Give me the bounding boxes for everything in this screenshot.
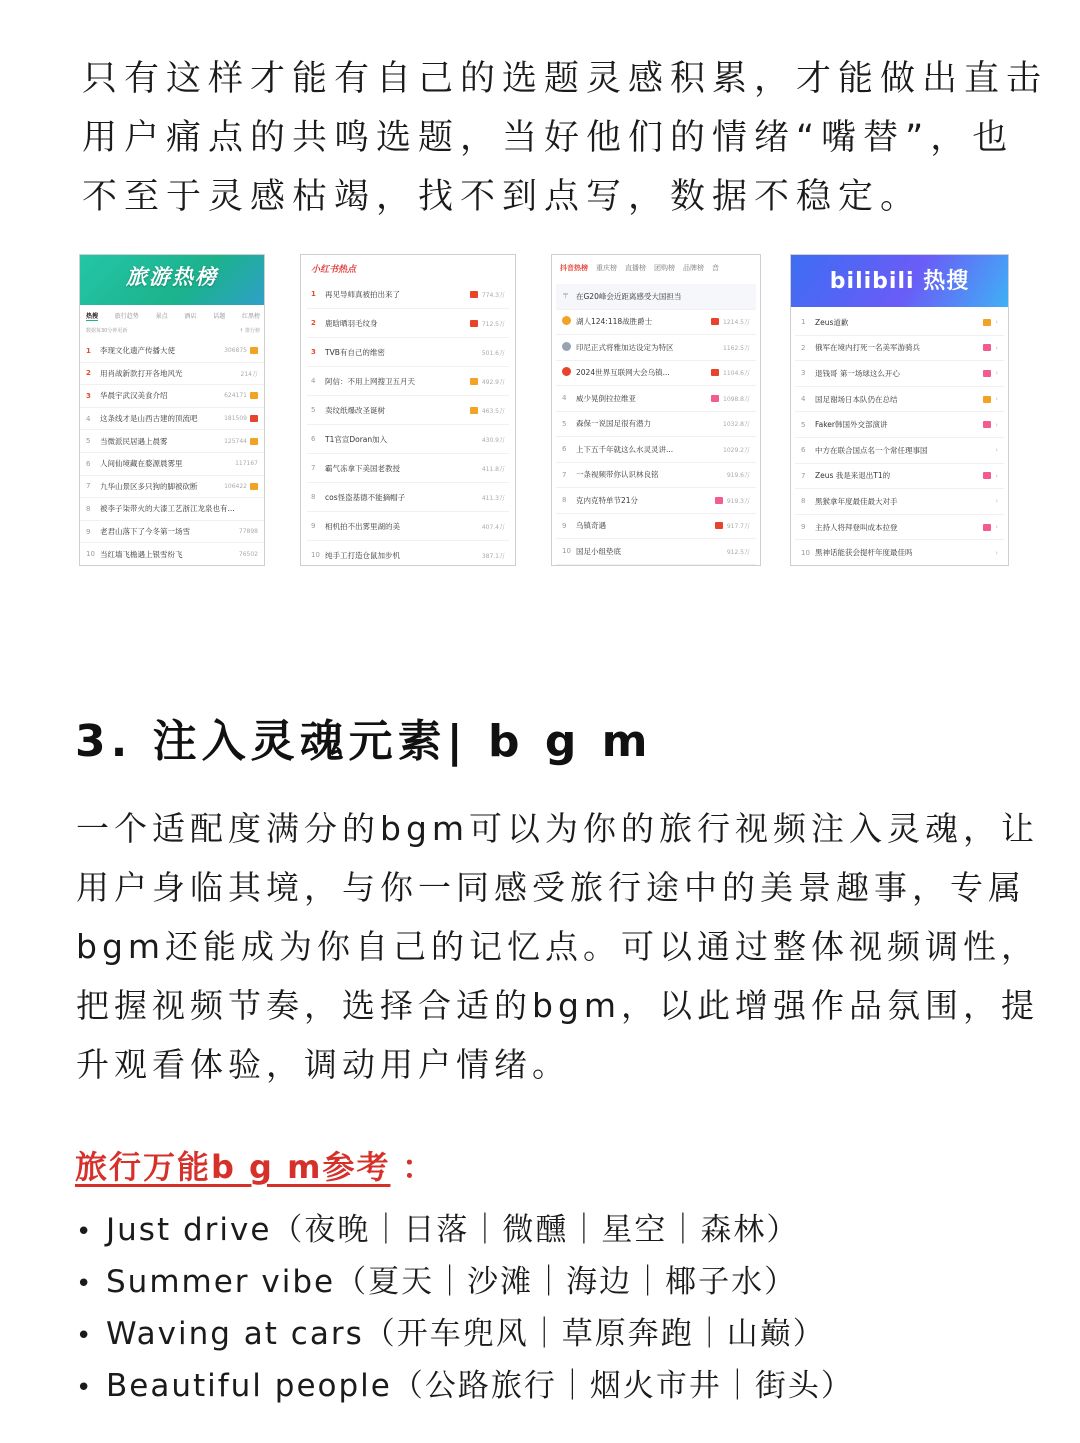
list-item: 2024世界互联网大会乌镇... 1104.6万	[556, 361, 756, 387]
list-item: 1 再见导师真被拍出来了 774.3万	[307, 280, 509, 309]
badge-icon	[250, 415, 258, 422]
tab-hot: 热搜	[86, 313, 99, 320]
list-item: 10 黑神话能获会提杆年度最佳吗 ›	[795, 540, 1004, 566]
list-item: 3 退钱哥 第一场球这么开心 ›	[795, 361, 1004, 387]
new-icon	[983, 472, 991, 479]
new-icon	[983, 524, 991, 531]
tab-groupbuy: 团购榜	[654, 264, 675, 272]
bgm-item: Beautiful people（公路旅行｜烟火市井｜街头）	[106, 1368, 854, 1404]
list-item: 8 cos怪盗基德不能摘帽子 411.3万	[307, 483, 509, 512]
list-item: 2 鹿晗晒羽毛纹身 712.5万	[307, 309, 509, 338]
tab-hotels: 酒店	[184, 313, 197, 320]
tab-douyin-hot: 抖音热榜	[560, 264, 588, 272]
list-item: 4 阿信：不用上网搜卫五月天 492.9万	[307, 367, 509, 396]
tab-spots: 景点	[155, 313, 168, 320]
new-icon	[983, 370, 991, 377]
gold-medal-icon	[562, 316, 571, 325]
list-item: 1 Zeus道歉 ›	[795, 310, 1004, 336]
travel-hot-list-card	[79, 254, 265, 566]
bgm-paragraph: 一个适配度满分的bgm可以为你的旅行视频注入灵魂，让用户身临其境，与你一同感受旅行途中的美景趣事，专属bgm还能成为你自己的记忆点。可以通过整体视频调性，把握视频节奏，选择合适的bgm，以此增强作品氛围，提升观看体验，调动用户情绪。	[76, 809, 1040, 1084]
list-item: 印尼正式将雅加达设定为特区 1162.5万	[556, 335, 756, 361]
list-item: 4 国足谢场日本队仍在总结 ›	[795, 387, 1004, 413]
bullet-icon: •	[76, 1373, 94, 1403]
list-item: 5 Faker韩国外交部演讲 ›	[795, 412, 1004, 438]
douyin-hot-list-tabs	[560, 263, 719, 273]
travel-hot-list-title: 旅游热榜	[126, 265, 218, 289]
tab-chongqing: 重庆榜	[596, 264, 617, 272]
list-item	[76, 1204, 1056, 1256]
tab-brand: 品牌榜	[683, 264, 704, 272]
list-item: 6 T1官宣Doran加入 430.9万	[307, 425, 509, 454]
list-item: 7 九华山景区多只狗的脚被砍断 106422	[80, 476, 264, 499]
travel-hot-list-tabs	[86, 311, 260, 321]
list-item: 6 中方在联合国点名一个常任理事国 ›	[795, 438, 1004, 464]
list-item: 9 主持人将拜登叫成本拉登 ›	[795, 515, 1004, 541]
tab-music: 音	[712, 264, 719, 272]
list-item: 7 霸气冻拿下美国老教授 411.8万	[307, 454, 509, 483]
list-item: 4 威少晃倒拉拉维亚 1098.8万	[556, 386, 756, 412]
xiaohongshu-hot-list-card	[300, 254, 516, 566]
tab-topics: 话题	[213, 313, 226, 320]
bgm-item: Waving at cars（开车兜风｜草原奔跑｜山巅）	[106, 1316, 826, 1352]
bullet-icon: •	[76, 1269, 94, 1299]
section-title: 3. 注入灵魂元素| b g m	[75, 716, 653, 767]
list-item: 9 相机拍不出雾里湖的美 407.4万	[307, 512, 509, 541]
intro-paragraph: 只有这样才能有自己的选题灵感积累，才能做出直击用户痛点的共鸣选题，当好他们的情绪“嘴替”，也不至于灵感枯竭，找不到点写，数据不稳定。	[82, 59, 1049, 217]
list-item: 2 用肖战新款打开各地风光 214万	[80, 363, 264, 386]
list-item: 6 上下五千年就这么水灵灵讲... 1029.2万	[556, 437, 756, 463]
douyin-hot-list-card	[551, 254, 761, 566]
list-item: 8 被李子柒带火的大漆工艺浙江龙泉也有...	[80, 498, 264, 521]
chevron-right-icon: ›	[995, 318, 998, 327]
hot-list-screenshots	[0, 254, 1080, 566]
chevron-right-icon: ›	[995, 343, 998, 352]
list-item: 5 卖纹纸爆改圣诞树 463.5万	[307, 396, 509, 425]
chevron-right-icon: ›	[995, 446, 998, 455]
list-item: 1 李现文化遗产传播大使 306875	[80, 340, 264, 363]
pin-icon: 〒	[562, 292, 569, 301]
bullet-icon: •	[76, 1217, 94, 1247]
hot-icon	[470, 407, 478, 414]
bronze-medal-icon	[562, 367, 571, 376]
new-icon	[715, 497, 723, 504]
list-item	[76, 1360, 1056, 1412]
list-item: 〒 在G20峰会近距离感受大国担当	[556, 284, 756, 310]
hot-icon	[470, 291, 478, 298]
chevron-right-icon: ›	[995, 548, 998, 557]
list-item: 9 老君山落下了今冬第一场雪 77898	[80, 521, 264, 544]
chevron-right-icon: ›	[995, 395, 998, 404]
list-item	[76, 1308, 1056, 1360]
bgm-reference-heading: 旅行万能b g m参考	[75, 1148, 391, 1186]
list-item: 10 国足小组垫底 912.5万	[556, 539, 756, 565]
badge-icon	[250, 347, 258, 354]
list-item	[76, 1256, 1056, 1308]
list-item: 5 森保一说国足很有潜力 1032.8万	[556, 412, 756, 438]
new-icon	[715, 522, 723, 529]
hot-icon	[983, 319, 991, 326]
new-icon	[711, 318, 719, 325]
bgm-reference-colon: ：	[402, 1148, 435, 1186]
list-item: 10 纯手工打造仓鼠加步机 387.1万	[307, 541, 509, 566]
silver-medal-icon	[562, 342, 571, 351]
list-item: 2 俄军在境内打死一名美军游骑兵 ›	[795, 336, 1004, 362]
bilibili-hot-search-card	[790, 254, 1009, 566]
tab-trend: 旅行趋势	[114, 313, 139, 320]
chevron-right-icon: ›	[995, 523, 998, 532]
hot-icon	[470, 320, 478, 327]
list-item: 8 克内克特单节21分 919.3万	[556, 488, 756, 514]
badge-icon	[250, 392, 258, 399]
list-item: 7 Zeus 我是来退出T1的 ›	[795, 464, 1004, 490]
badge-icon	[250, 483, 258, 490]
tab-live: 直播榜	[625, 264, 646, 272]
list-item: 8 黑猴拿年度最佳最大对手 ›	[795, 489, 1004, 515]
bullet-icon: •	[76, 1321, 94, 1351]
chevron-right-icon: ›	[995, 497, 998, 506]
new-icon	[711, 395, 719, 402]
xiaohongshu-brand: 小红书热点	[311, 265, 357, 275]
hot-icon	[470, 378, 478, 385]
list-item: 湖人124:118战胜爵士 1214.5万	[556, 310, 756, 336]
bgm-reference-list	[76, 1204, 1056, 1412]
new-icon	[983, 421, 991, 428]
bilibili-title: bilibili 热搜	[829, 269, 970, 294]
new-icon	[711, 369, 719, 376]
list-item: 7 一条视频带你认识林良铭 919.6万	[556, 463, 756, 489]
list-item: 10 当红墙飞檐遇上银雪纷飞 76502	[80, 543, 264, 566]
list-item: 3 华晨宇武汉美食介绍 624171	[80, 385, 264, 408]
list-item: 5 当微派民居遇上晨雾 125744	[80, 430, 264, 453]
chevron-right-icon: ›	[995, 420, 998, 429]
tab-ranking: 红黑榜	[241, 313, 260, 320]
list-item: 3 TVB有自己的维密 501.6万	[307, 338, 509, 367]
chevron-right-icon: ›	[995, 369, 998, 378]
list-item: 4 这条线才是山西古建的顶流吧 181509	[80, 408, 264, 431]
chevron-right-icon: ›	[995, 471, 998, 480]
ranking-link: ↑ 排行榜	[239, 328, 260, 334]
bgm-item: Just drive（夜晚｜日落｜微醺｜星空｜森林）	[106, 1212, 800, 1248]
list-item: 9 乌镇奇遇 917.7万	[556, 514, 756, 540]
badge-icon	[250, 438, 258, 445]
update-note: 数据每30分钟更新	[86, 328, 128, 334]
hot-icon	[983, 396, 991, 403]
bgm-item: Summer vibe（夏天｜沙滩｜海边｜椰子水）	[106, 1264, 798, 1300]
travel-hot-list-subheader	[86, 327, 260, 334]
list-item: 6 人间仙境藏在婺源晨雾里 117167	[80, 453, 264, 476]
new-icon	[983, 344, 991, 351]
